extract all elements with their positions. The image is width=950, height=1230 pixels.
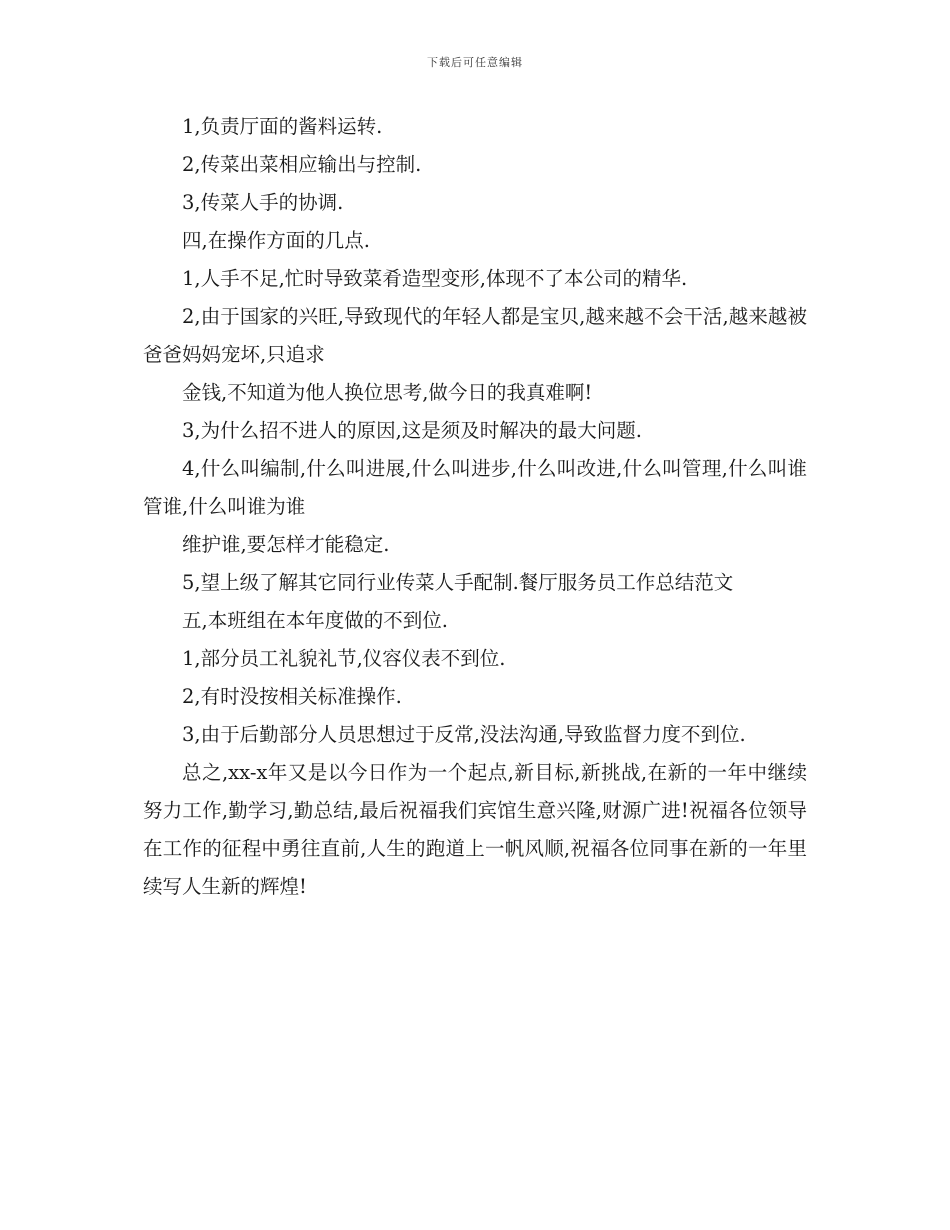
paragraph: 1,负责厅面的酱料运转. bbox=[182, 115, 383, 138]
paragraph: 2,传菜出菜相应输出与控制. bbox=[182, 153, 422, 176]
section-heading: 四,在操作方面的几点. bbox=[182, 229, 370, 252]
paragraph: 3,传菜人手的协调. bbox=[182, 191, 344, 214]
paragraph: 3,为什么招不进人的原因,这是须及时解决的最大问题. bbox=[182, 419, 643, 442]
paragraph: 4,什么叫编制,什么叫进展,什么叫进步,什么叫改进,什么叫管理,什么叫谁管谁,什么叫谁为谁 bbox=[143, 457, 807, 518]
paragraph: 3,由于后勤部分人员思想过于反常,没法沟通,导致监督力度不到位. bbox=[182, 723, 746, 746]
paragraph: 金钱,不知道为他人换位思考,做今日的我真难啊! bbox=[182, 381, 593, 404]
section-heading: 五,本班组在本年度做的不到位. bbox=[182, 609, 448, 632]
document-body bbox=[143, 108, 807, 906]
paragraph: 2,由于国家的兴旺,导致现代的年轻人都是宝贝,越来越不会干活,越来越被爸爸妈妈宠坏,只追求 bbox=[143, 305, 807, 366]
paragraph: 2,有时没按相关标准操作. bbox=[182, 685, 402, 708]
page-header-note: 下载后可任意编辑 bbox=[427, 56, 523, 69]
paragraph: 5,望上级了解其它同行业传菜人手配制.餐厅服务员工作总结范文 bbox=[182, 571, 734, 594]
paragraph: 维护谁,要怎样才能稳定. bbox=[182, 533, 390, 556]
closing-paragraph: 总之,xx-x年又是以今日作为一个起点,新目标,新挑战,在新的一年中继续努力工作,勤学习,勤总结,最后祝福我们宾馆生意兴隆,财源广进!祝福各位领导在工作的征程中勇往直前,人生的跑道上一帆风顺,祝福各位同事在新的一年里续写人生新的辉煌! bbox=[143, 761, 807, 898]
paragraph: 1,人手不足,忙时导致菜肴造型变形,体现不了本公司的精华. bbox=[182, 267, 688, 290]
paragraph: 1,部分员工礼貌礼节,仪容仪表不到位. bbox=[182, 647, 506, 670]
